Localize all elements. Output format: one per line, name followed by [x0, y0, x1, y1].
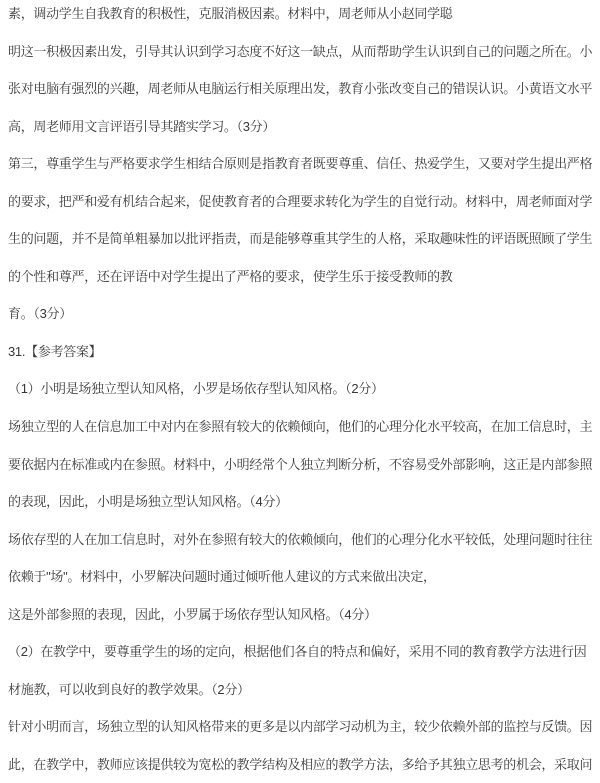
text-line: 针对小明而言，场独立型的认知风格带来的更多是以内部学习动机为主，较少依赖外部的监控与反馈。因: [8, 719, 592, 735]
text-line: 张对电脑有强烈的兴趣，周老师从电脑运行相关原理出发，教育小张改变自己的错误认识。小黄语文水平: [8, 81, 592, 97]
text-line: 的要求，把严和爱有机结合起来，促使教育者的合理要求转化为学生的自觉行动。材料中，周老师面对学: [8, 193, 592, 209]
text-line: （1）小明是场独立型认知风格，小罗是场依存型认知风格。（2分）: [8, 381, 384, 397]
text-line: 的个性和尊严，还在评语中对学生提出了严格的要求，使学生乐于接受教师的教: [8, 268, 453, 284]
answer-section-heading: 31.【参考答案】: [8, 343, 102, 359]
text-line: 的表现，因此，小明是场独立型认知风格。（4分）: [8, 494, 288, 510]
text-line: 生的问题，并不是简单粗暴加以批评指责，而是能够尊重其学生的人格，采取趣味性的评语既照顾了学生: [8, 231, 592, 247]
text-line: 场独立型的人在信息加工中对内在参照有较大的依赖倾向，他们的心理分化水平较高，在加工信息时，主: [8, 419, 592, 435]
text-line: 此，在教学中，教师应该提供较为宽松的教学结构及相应的教学方法，多给予其独立思考的机会，采取问: [8, 756, 592, 772]
text-line: 育。（3分）: [8, 306, 72, 322]
text-line: （2）在教学中，要尊重学生的场的定向，根据他们各自的特点和偏好，采用不同的教育教学方法进行因: [8, 644, 587, 660]
text-line: 要依据内在标准或内在参照。材料中，小明经常个人独立判断分析，不容易受外部影响，这正是内部参照: [8, 456, 592, 472]
text-line: 场依存型的人在加工信息时，对外在参照有较大的依赖倾向，他们的心理分化水平较低，处理问题时往往: [8, 531, 592, 547]
text-line: 第三，尊重学生与严格要求学生相结合原则是指教育者既要尊重、信任、热爱学生，又要对学生提出严格: [8, 156, 592, 172]
text-line: 明这一积极因素出发，引导其认识到学习态度不好这一缺点，从而帮助学生认识到自己的问题之所在。小: [8, 43, 592, 59]
text-line: 高，周老师用文言评语引导其踏实学习。（3分）: [8, 118, 276, 134]
text-line: 材施教，可以收到良好的教学效果。（2分）: [8, 681, 250, 697]
text-line: 依赖于"场"。材料中，小罗解决问题时通过倾听他人建议的方式来做出决定，: [8, 569, 436, 585]
text-line: 素，调动学生自我教育的积极性，克服消极因素。材料中，周老师从小赵同学聪: [8, 6, 453, 21]
text-line: 这是外部参照的表现，因此，小罗属于场依存型认知风格。（4分）: [8, 606, 377, 622]
